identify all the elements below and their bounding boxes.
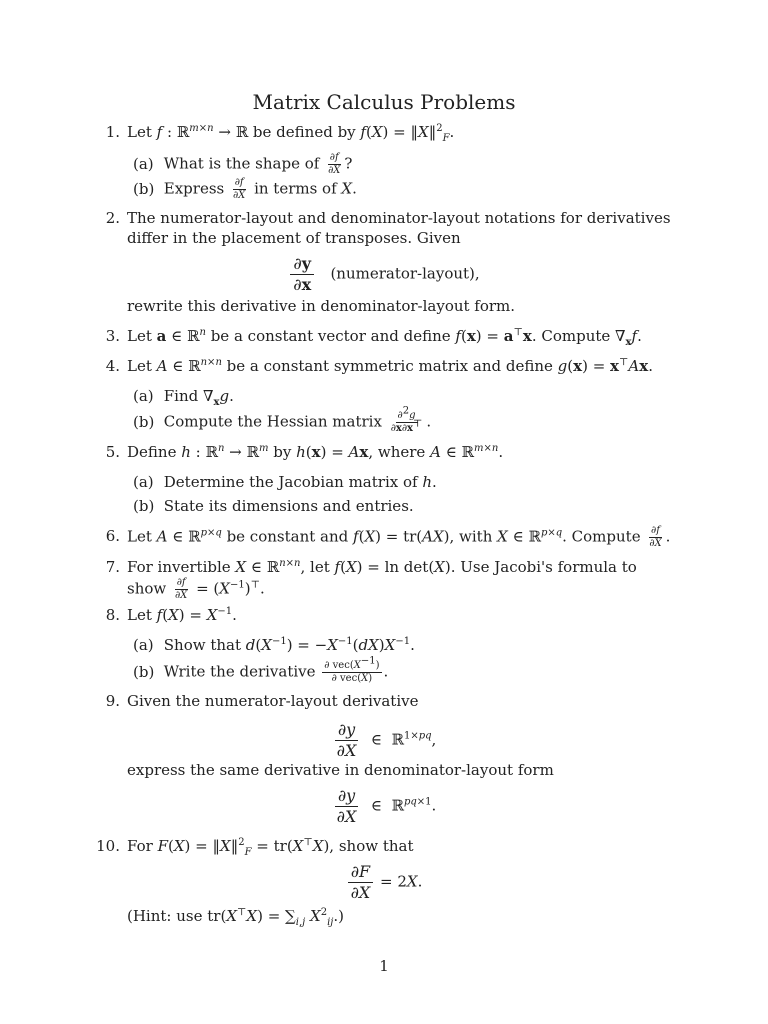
problem-text: Define h : ℝ$^n$ → ℝ$^m$ by h(x) = Ax, where A ∈ ℝ$^{m\times n}$.	[127, 443, 504, 461]
display-equation: $\frac{\partial y}{\partial X}$ ∈ ℝ$^{pq\times 1}$.	[336, 786, 437, 826]
problem-number: 5.	[105, 443, 120, 461]
hint-text: (Hint: use $tr(X^⊤X) = \sum_{i,j}$ $X^2_{ij}$.)	[127, 907, 345, 928]
problem-number: 10.	[96, 837, 120, 855]
subitem-8b: (b) Write the derivative $\frac{\partial vec(X^{-1})}{\text{∂ vec(X)}}$ .	[133, 655, 389, 684]
problem-number: 2.	[105, 209, 120, 227]
subitem-4b: (b) Compute the Hessian matrix $\frac{\partial^2g}{\partial x\partial x^⊤}$ .	[133, 405, 432, 434]
problem-text: Let a ∈ ℝ$^n$ be a constant vector and define f(x) = a⊤x. Compute $\nabla_xf$.	[127, 327, 642, 348]
problem-text: Let A ∈ ℝ$^{p\times q}$ be constant and f(X) = tr(AX), with X ∈ ℝ$^{p\times q}$. Compute $\frac{\partial f}{\partial X}$ .	[127, 525, 671, 549]
display-equation: $\frac{\partial F}{\partial X}$ = 2X.	[0, 862, 768, 903]
subitem-text: Determine the Jacobian matrix of	[163, 473, 418, 491]
subitem-1b: (b) Express $\frac{\partial f}{\partial X}$ in terms of X.	[133, 177, 357, 201]
subitem-1a: (a) What is the shape of $\frac{\partial f}{\partial X}$ ?	[133, 152, 353, 176]
subitem-8a: (a) Show that $d(X^{-1}) = -X^{-1}(dX)X^{-1}$.	[133, 636, 415, 654]
page-title: Matrix Calculus Problems	[252, 90, 516, 114]
problem-text: Let A ∈ ℝ$^{n\times n}$ be a constant symmetric matrix and define g(x) = x⊤Ax.	[127, 357, 653, 375]
problem-text: Let $f(X) = X^{-1}$.	[127, 606, 237, 624]
display-equation: $\frac{\partial y}{\partial X}$ ∈ ℝ$^{1\times pq}$,	[336, 720, 437, 760]
subitem-5b: (b) State its dimensions and entries.	[133, 497, 414, 515]
subitem-5a: (a) Determine the Jacobian matrix of h.	[133, 473, 437, 491]
display-equation: $\frac{\partial y}{\partial x}$ (numerator-layout),	[0, 254, 768, 295]
problem-number: 7.	[105, 558, 120, 576]
problem-text: For F(X) = ‖X‖$^2_F$ = tr(X⊤X), show that	[127, 837, 414, 858]
problem-text: rewrite this derivative in denominator-layout form.	[127, 297, 516, 315]
subitem-4a: (a) Find $\nabla_xg$.	[133, 387, 234, 408]
problem-number: 8.	[105, 606, 120, 624]
problem-text: The numerator-layout and denominator-layout notations for derivatives differ in the placement of transposes. Given	[127, 209, 671, 247]
equation-note: (numerator-layout),	[330, 264, 480, 283]
problem-number: 4.	[105, 357, 120, 375]
problem-number: 6.	[105, 527, 120, 545]
problem-text: Given the numerator-layout derivative	[127, 692, 419, 710]
problem-text: express the same derivative in denominator-layout form	[127, 761, 554, 779]
hint-label: (Hint: use	[127, 907, 203, 925]
problem-text: For invertible X ∈ ℝ$^{n\times n}$, let f(X) = ln det(X). Use Jacobi's formula to show $\frac{\partial f}{\partial X}$ = $(X^{-1})^⊤$.	[127, 558, 637, 601]
problem-number: 3.	[105, 327, 120, 345]
problem-text: Let f : ℝ$^{m\times n}$ → ℝ be defined by f(X) = ‖X‖$^2_F$.	[127, 123, 455, 144]
problem-number: 1.	[105, 123, 120, 141]
subitem-text: State its dimensions and entries.	[163, 497, 414, 515]
problem-number: 9.	[105, 692, 120, 710]
page-number: 1	[379, 957, 389, 975]
